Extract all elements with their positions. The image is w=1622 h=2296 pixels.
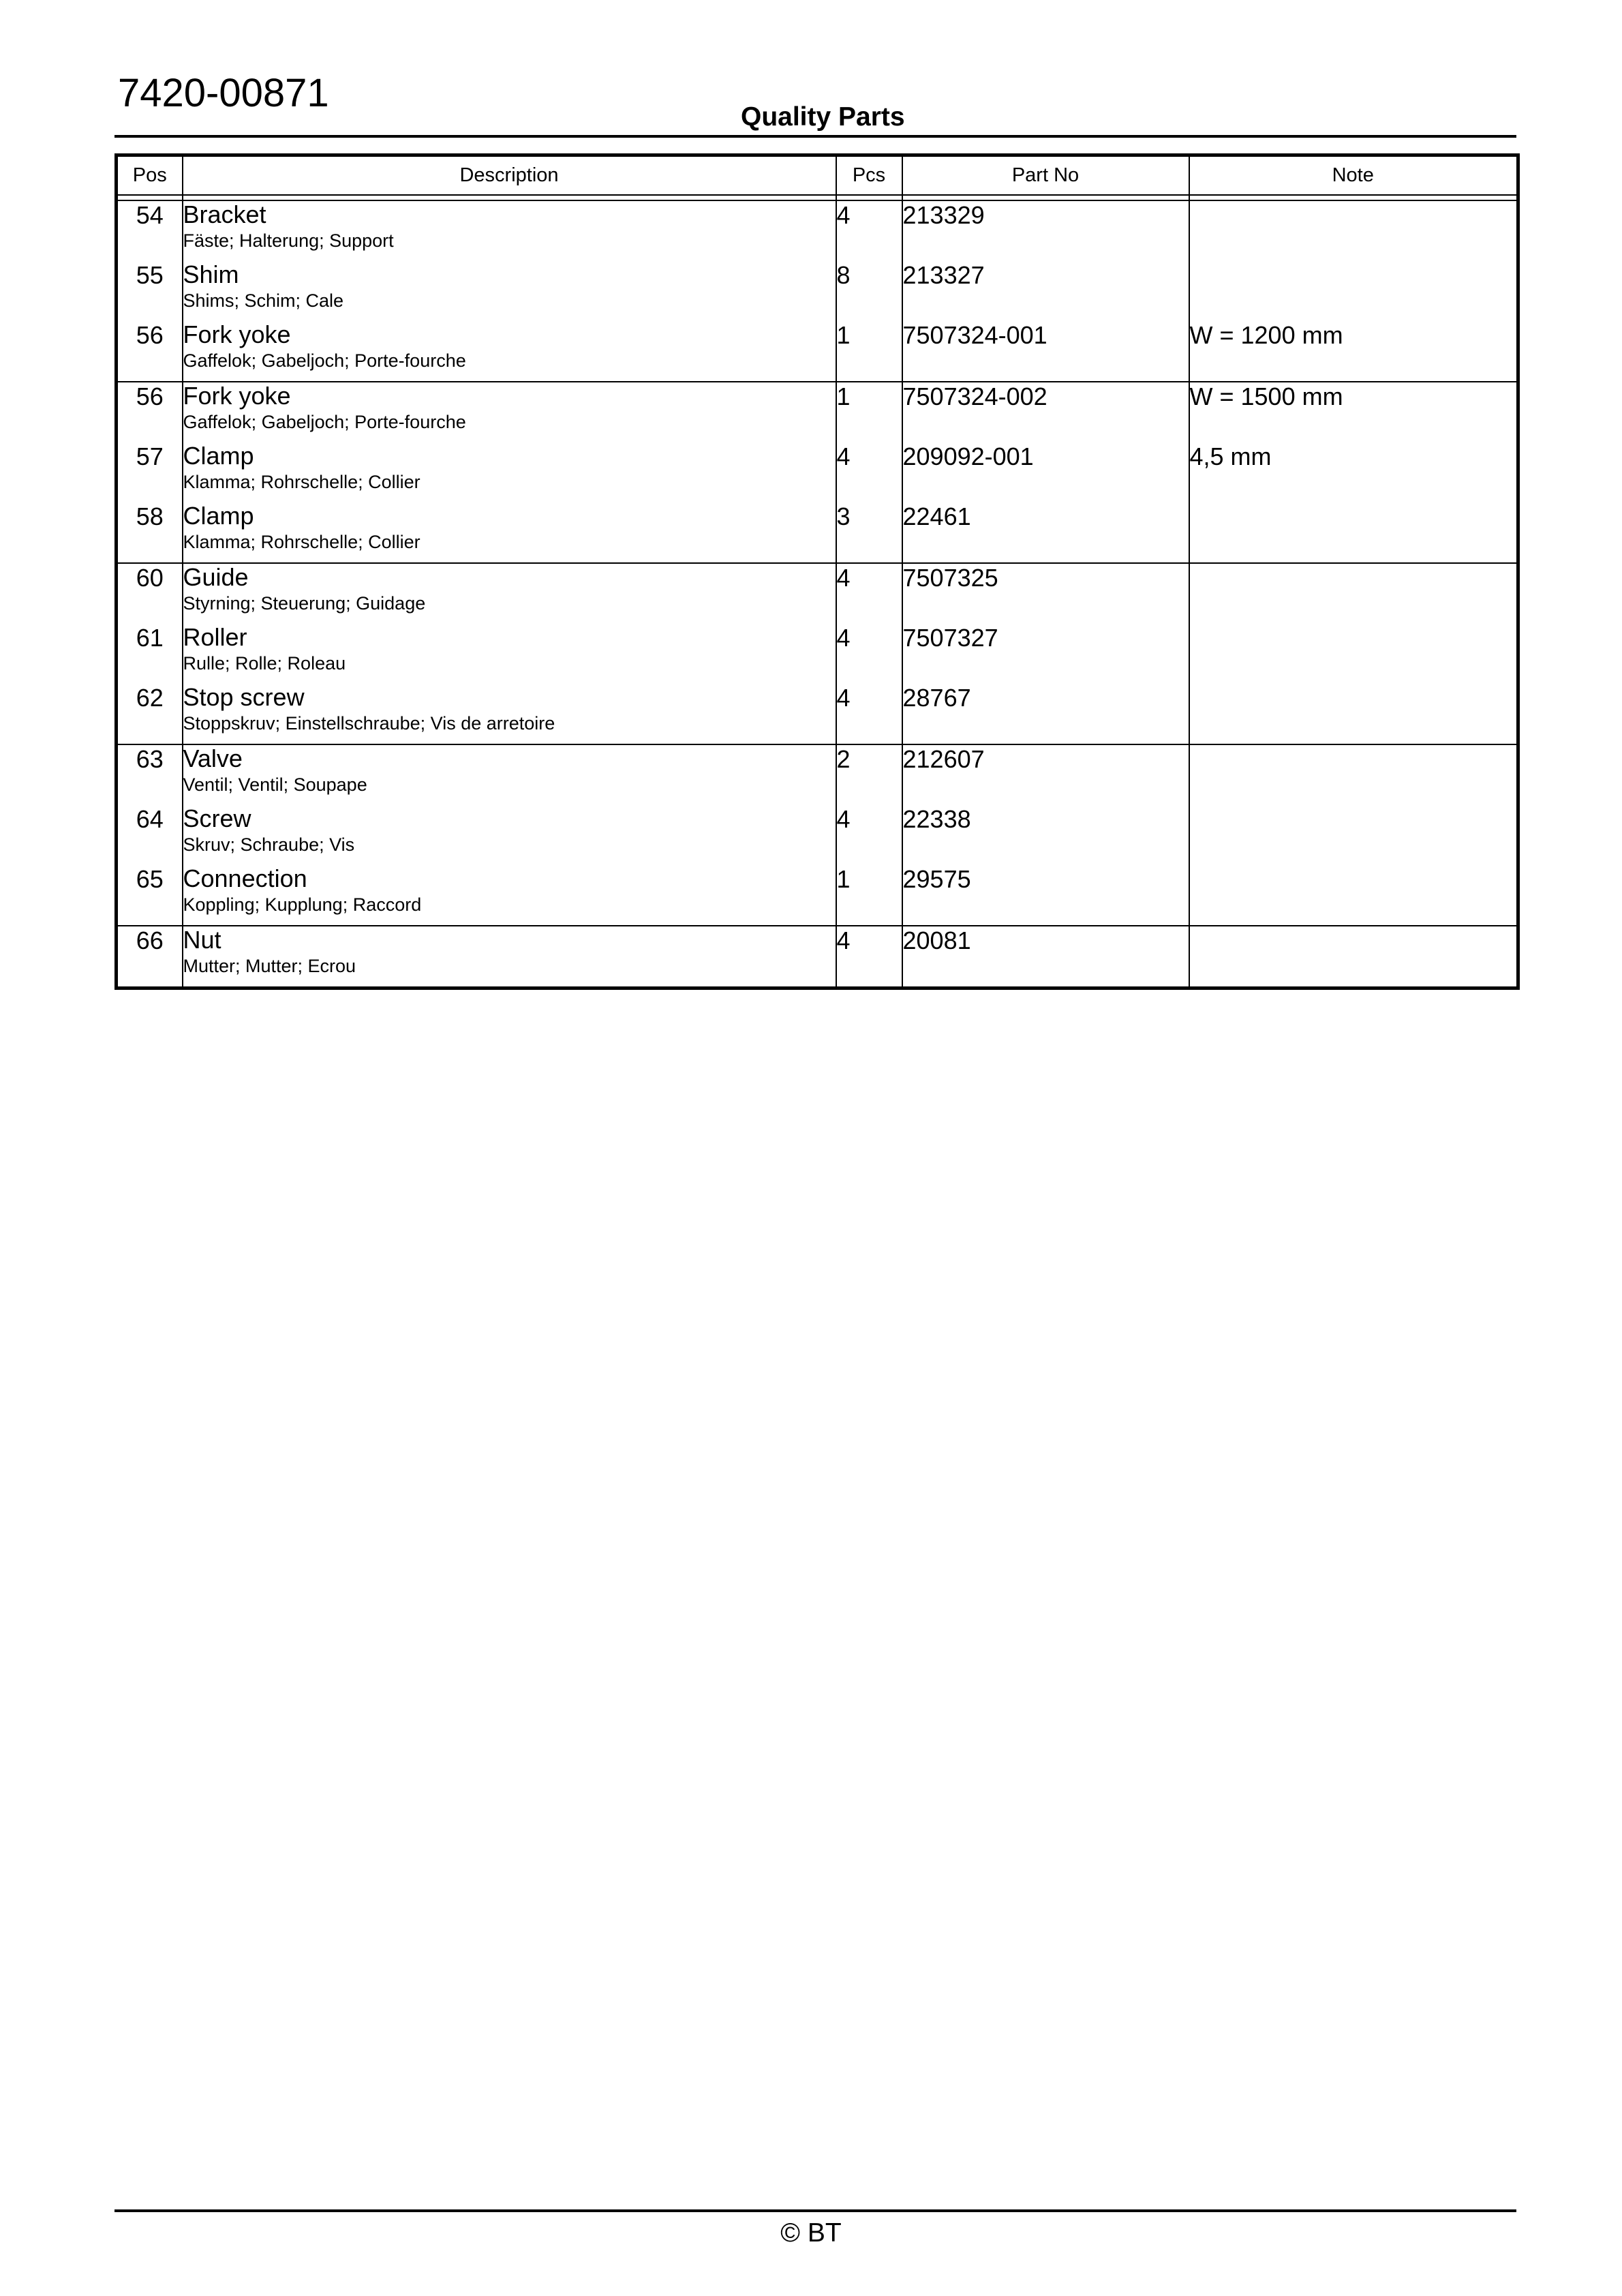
part-name: Stop screw [183, 683, 305, 711]
cell-description [183, 684, 836, 744]
table-row [117, 865, 1518, 926]
part-name: Screw [183, 804, 251, 832]
cell-part-no: 22461 [902, 502, 1189, 563]
cell-part-no: 22338 [902, 805, 1189, 865]
cell-description [183, 926, 836, 988]
part-translations: Fäste; Halterung; Support [183, 230, 394, 251]
part-translations: Shims; Schim; Cale [183, 290, 344, 311]
column-header-description: Description [183, 155, 836, 196]
cell-part-no: 7507324-001 [902, 321, 1189, 382]
cell-note [1189, 805, 1518, 865]
part-name: Shim [183, 260, 239, 288]
document-number: 7420-00871 [118, 71, 329, 115]
part-translations: Koppling; Kupplung; Raccord [183, 894, 422, 915]
cell-pos: 61 [117, 624, 183, 684]
cell-part-no: 28767 [902, 684, 1189, 744]
part-translations: Klamma; Rohrschelle; Collier [183, 472, 420, 492]
cell-part-no: 7507327 [902, 624, 1189, 684]
parts-table [114, 153, 1520, 990]
part-translations: Rulle; Rolle; Roleau [183, 653, 346, 674]
cell-pcs: 4 [836, 684, 902, 744]
column-header-pcs: Pcs [836, 155, 902, 196]
cell-pcs: 1 [836, 865, 902, 926]
table-row [117, 261, 1518, 321]
cell-pos: 62 [117, 684, 183, 744]
table-row [117, 926, 1518, 988]
cell-note [1189, 865, 1518, 926]
part-name: Fork yoke [183, 320, 291, 348]
column-header-part-no: Part No [902, 155, 1189, 196]
part-translations: Gaffelok; Gabeljoch; Porte-fourche [183, 412, 466, 432]
cell-pcs: 4 [836, 442, 902, 502]
parts-table-body [117, 200, 1518, 988]
table-row [117, 624, 1518, 684]
cell-pos: 55 [117, 261, 183, 321]
cell-description [183, 502, 836, 563]
cell-note [1189, 684, 1518, 744]
table-header-row [117, 155, 1518, 196]
part-translations: Klamma; Rohrschelle; Collier [183, 532, 420, 552]
cell-pos: 60 [117, 563, 183, 624]
cell-part-no: 29575 [902, 865, 1189, 926]
table-row [117, 563, 1518, 624]
part-name: Guide [183, 563, 249, 591]
column-header-note: Note [1189, 155, 1518, 196]
cell-description [183, 744, 836, 805]
cell-part-no: 213327 [902, 261, 1189, 321]
part-name: Clamp [183, 442, 254, 470]
cell-pos: 64 [117, 805, 183, 865]
column-header-pos: Pos [117, 155, 183, 196]
part-name: Roller [183, 623, 247, 651]
cell-note [1189, 624, 1518, 684]
cell-description [183, 382, 836, 442]
cell-note [1189, 200, 1518, 261]
part-translations: Mutter; Mutter; Ecrou [183, 956, 356, 976]
table-row [117, 200, 1518, 261]
cell-pcs: 4 [836, 926, 902, 988]
table-row [117, 684, 1518, 744]
cell-note: W = 1500 mm [1189, 382, 1518, 442]
cell-pos: 54 [117, 200, 183, 261]
cell-pos: 63 [117, 744, 183, 805]
cell-description [183, 321, 836, 382]
part-name: Bracket [183, 200, 266, 228]
cell-pcs: 3 [836, 502, 902, 563]
cell-note [1189, 563, 1518, 624]
cell-note: 4,5 mm [1189, 442, 1518, 502]
part-name: Nut [183, 926, 221, 954]
cell-note [1189, 744, 1518, 805]
cell-pcs: 4 [836, 624, 902, 684]
cell-part-no: 20081 [902, 926, 1189, 988]
cell-description [183, 261, 836, 321]
table-row [117, 805, 1518, 865]
table-row [117, 382, 1518, 442]
part-name: Valve [183, 744, 243, 772]
cell-pcs: 4 [836, 200, 902, 261]
cell-description [183, 563, 836, 624]
cell-pos: 66 [117, 926, 183, 988]
part-name: Clamp [183, 502, 254, 530]
part-translations: Stoppskruv; Einstellschraube; Vis de arretoire [183, 713, 555, 734]
cell-pcs: 4 [836, 563, 902, 624]
cell-note: W = 1200 mm [1189, 321, 1518, 382]
table-row [117, 502, 1518, 563]
table-row [117, 744, 1518, 805]
table-row [117, 321, 1518, 382]
part-name: Fork yoke [183, 382, 291, 410]
cell-pos: 56 [117, 321, 183, 382]
cell-pos: 58 [117, 502, 183, 563]
cell-description [183, 200, 836, 261]
cell-description [183, 865, 836, 926]
cell-pos: 65 [117, 865, 183, 926]
header-separator [117, 195, 1518, 200]
cell-pcs: 2 [836, 744, 902, 805]
part-name: Connection [183, 864, 307, 892]
cell-part-no: 212607 [902, 744, 1189, 805]
cell-pcs: 1 [836, 382, 902, 442]
cell-description [183, 805, 836, 865]
part-translations: Skruv; Schraube; Vis [183, 834, 355, 855]
cell-description [183, 624, 836, 684]
cell-note [1189, 926, 1518, 988]
cell-description [183, 442, 836, 502]
part-translations: Ventil; Ventil; Soupape [183, 774, 367, 795]
cell-part-no: 7507325 [902, 563, 1189, 624]
cell-part-no: 213329 [902, 200, 1189, 261]
part-translations: Gaffelok; Gabeljoch; Porte-fourche [183, 350, 466, 371]
cell-pos: 56 [117, 382, 183, 442]
cell-pos: 57 [117, 442, 183, 502]
table-row [117, 442, 1518, 502]
cell-pcs: 1 [836, 321, 902, 382]
footer-divider [114, 2209, 1516, 2212]
cell-part-no: 209092-001 [902, 442, 1189, 502]
header-divider [114, 135, 1516, 138]
copyright-notice: © BT [780, 2218, 842, 2248]
cell-pcs: 4 [836, 805, 902, 865]
document-title: Quality Parts [741, 102, 905, 132]
cell-note [1189, 502, 1518, 563]
part-translations: Styrning; Steuerung; Guidage [183, 593, 426, 614]
cell-note [1189, 261, 1518, 321]
cell-part-no: 7507324-002 [902, 382, 1189, 442]
cell-pcs: 8 [836, 261, 902, 321]
